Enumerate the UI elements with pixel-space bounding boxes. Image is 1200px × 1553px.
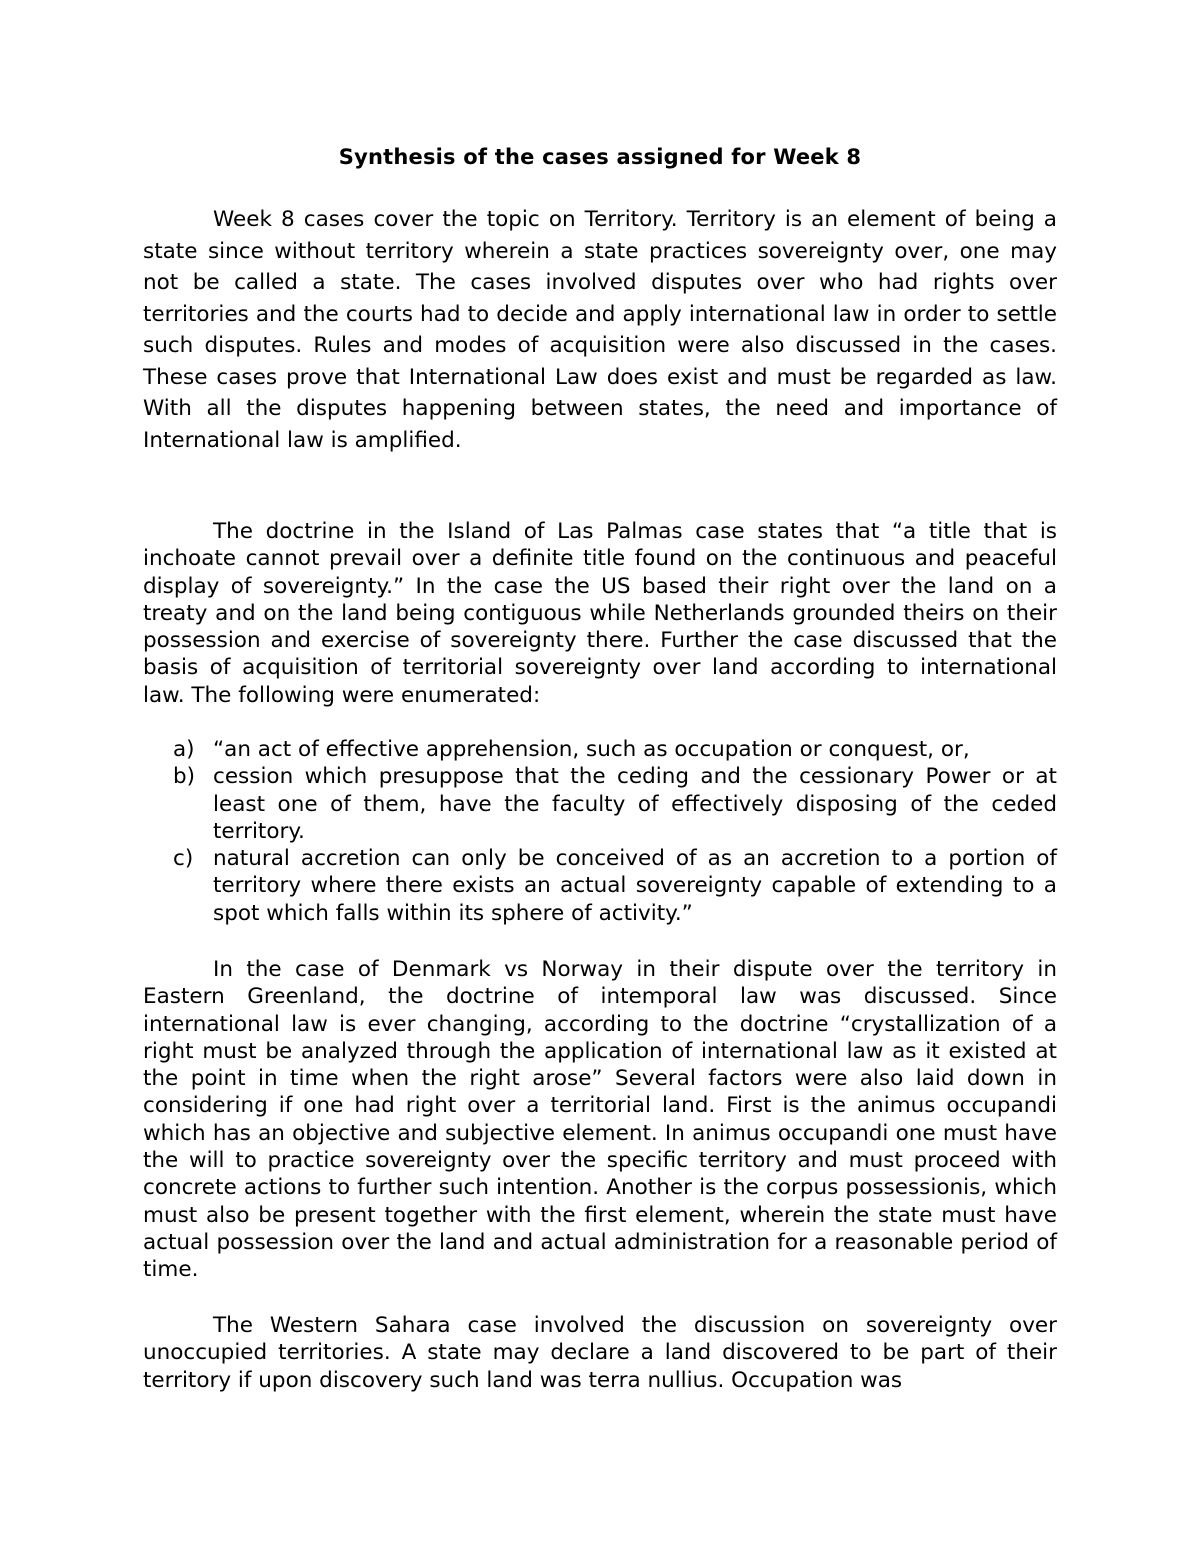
- list-marker: c): [173, 846, 194, 872]
- document-title: Synthesis of the cases assigned for Week 8: [338, 145, 862, 169]
- list-item: [143, 736, 1057, 763]
- paragraph-intro: Week 8 cases cover the topic on Territory. Territory is an element of being a state since without territory wherein a state practices sovereignty over, one may not be called a state. The cases involved disputes over who had rights over territories and the courts had to decide and apply international law in order to settle such disputes. Rules and modes of acquisition were also discussed in the cases. These cases prove that International Law does exist and must be regarded as law. With all the disputes happening between states, the need and importance of International law is amplified.: [143, 207, 1057, 453]
- paragraph-las-palmas: The doctrine in the Island of Las Palmas case states that “a title that is inchoate cannot prevail over a definite title found on the continuous and peaceful display of sovereignty.” In the case the US based their right over the land on a treaty and on the land being contiguous while Netherlands grounded theirs on their possession and exercise of sovereignty there. Further the case discussed that the basis of acquisition of territorial sovereignty over land according to international law. The following were enumerated:: [143, 519, 1057, 708]
- list-item-text: cession which presuppose that the ceding and the cessionary Power or at least one of them, have the faculty of effectively disposing of the ceded territory.: [213, 764, 1057, 844]
- list-item: [143, 763, 1057, 845]
- acquisition-modes-list: [143, 736, 1057, 927]
- paragraph-eastern-greenland: In the case of Denmark vs Norway in their dispute over the territory in Eastern Greenland, the doctrine of intemporal law was discussed. Since international law is ever changing, according to the doctrine “crystallization of a right must be analyzed through the application of international law as it existed at the point in time when the right arose” Several factors were also laid down in considering if one had right over a territorial land. First is the animus occupandi which has an objective and subjective element. In animus occupandi one must have the will to practice sovereignty over the specific territory and must proceed with concrete actions to further such intention. Another is the corpus possessionis, which must also be present together with the first element, wherein the state must have actual possession over the land and actual administration for a reasonable period of time.: [143, 957, 1057, 1283]
- list-item-text: “an act of effective apprehension, such as occupation or conquest, or,: [213, 737, 970, 762]
- list-marker: b): [173, 764, 196, 790]
- list-item-text: natural accretion can only be conceived of as an accretion to a portion of territory where there exists an actual sovereignty capable of extending to a spot which falls within its sphere of activity.”: [213, 846, 1057, 926]
- list-marker: a): [173, 737, 195, 762]
- list-item: [143, 845, 1057, 927]
- paragraph-western-sahara: The Western Sahara case involved the discussion on sovereignty over unoccupied territories. A state may declare a land discovered to be part of their territory if upon discovery such land was terra nullius. Occupation was: [143, 1313, 1057, 1393]
